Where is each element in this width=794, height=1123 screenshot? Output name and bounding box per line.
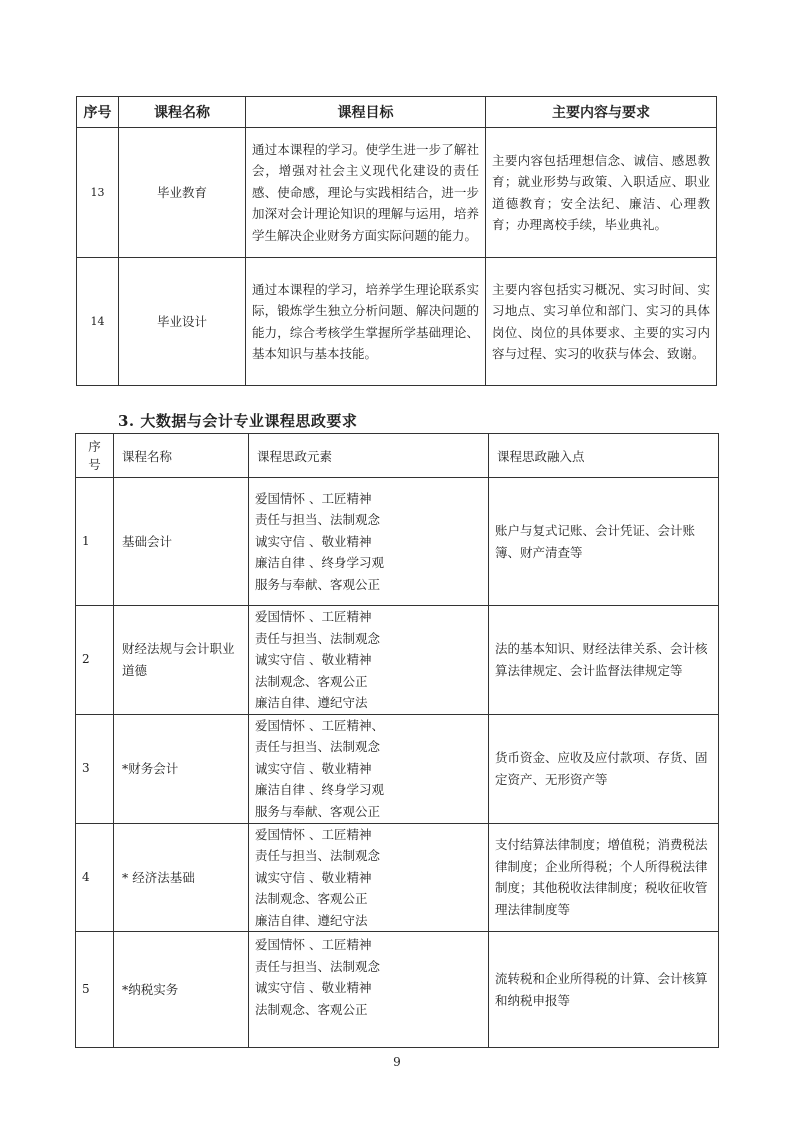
element-line: 爱国情怀 、工匠精神 [255, 937, 372, 952]
row-seq: 5 [76, 932, 114, 1048]
header-seq-text: 序号 [88, 438, 101, 472]
element-line: 诚实守信 、敬业精神 [255, 869, 372, 885]
element-line: 诚实守信 、敬业精神 [255, 760, 372, 776]
element-line: 诚实守信 、敬业精神 [255, 652, 372, 667]
page-number: 9 [393, 1055, 401, 1069]
element-line: 责任与担当、法制观念 [255, 512, 381, 528]
element-line: 爱国情怀 、工匠精神 [255, 609, 372, 624]
row-elements [249, 606, 489, 715]
table-row [77, 258, 717, 386]
row-seq: 1 [76, 478, 114, 606]
row-course-name: *纳税实务 [114, 932, 249, 1048]
header-elements: 课程思政元素 [249, 434, 489, 478]
element-line: 法制观念、客观公正 [255, 673, 368, 689]
header-integration-points: 课程思政融入点 [489, 434, 719, 478]
row-elements [249, 823, 489, 932]
element-line: 责任与担当、法制观念 [255, 630, 381, 646]
row-content: 主要内容包括实习概况、实习时间、实习地点、实习单位和部门、实习的具体岗位、岗位的具体要求、主要的实习内容与过程、实习的收获与体会、致谢。 [486, 258, 717, 386]
row-course-name: 财经法规与会计职业道德 [114, 606, 249, 715]
row-course-name: * 经济法基础 [114, 823, 249, 932]
table-row [77, 128, 717, 258]
row-elements [249, 714, 489, 823]
element-line: 爱国情怀 、工匠精神 [255, 490, 372, 506]
row-course-goal: 通过本课程的学习，培养学生理论联系实际，锻炼学生独立分析问题、解决问题的能力，综合考核学生掌握所学基础理论、基本知识与基本技能。 [246, 258, 486, 386]
course-objectives-table [76, 96, 717, 386]
row-content: 主要内容包括理想信念、诚信、感恩教育；就业形势与政策、入职适应、职业道德教育；安全法纪、廉洁、心理教育；办理离校手续，毕业典礼。 [486, 128, 717, 258]
row-course-goal: 通过本课程的学习。使学生进一步了解社会，增强对社会主义现代化建设的责任感、使命感，理论与实践相结合，进一步加深对会计理论知识的理解与运用，培养学生解决企业财务方面实际问题的能力。 [246, 128, 486, 258]
table-header-row [76, 434, 719, 478]
element-line: 廉洁自律 、终身学习观 [255, 782, 384, 798]
table-row [76, 606, 719, 715]
element-line: 廉洁自律 、终身学习观 [255, 555, 384, 571]
element-line: 责任与担当、法制观念 [255, 848, 381, 863]
element-line: 诚实守信 、敬业精神 [255, 980, 372, 995]
row-seq: 13 [77, 128, 119, 258]
row-course-name: 毕业教育 [119, 128, 246, 258]
header-content: 主要内容与要求 [486, 97, 717, 128]
header-course-name: 课程名称 [119, 97, 246, 128]
header-seq [76, 434, 114, 478]
element-line: 法制观念、客观公正 [255, 891, 368, 906]
row-integration-points: 支付结算法律制度；增值税；消费税法律制度；企业所得税；个人所得税法律制度；其他税收法律制度；税收征收管理法律制度等 [489, 823, 719, 932]
row-elements [249, 478, 489, 606]
table-header-row [77, 97, 717, 128]
row-integration-points: 法的基本知识、财经法律关系、会计核算法律规定、会计监督法律规定等 [489, 606, 719, 715]
table-row [76, 823, 719, 932]
row-seq: 4 [76, 823, 114, 932]
element-line: 服务与奉献、客观公正 [255, 803, 381, 819]
row-seq: 2 [76, 606, 114, 715]
row-elements [249, 932, 489, 1048]
element-line: 廉洁自律、遵纪守法 [255, 912, 368, 928]
table-row [76, 478, 719, 606]
ideological-requirements-table [75, 433, 719, 1048]
row-integration-points: 货币资金、应收及应付款项、存货、固定资产、无形资产等 [489, 714, 719, 823]
element-line: 廉洁自律、遵纪守法 [255, 695, 368, 710]
element-line: 责任与担当、法制观念 [255, 739, 381, 755]
element-line: 法制观念、客观公正 [255, 1001, 368, 1017]
table-row [76, 714, 719, 823]
row-course-name: 毕业设计 [119, 258, 246, 386]
element-line: 服务与奉献、客观公正 [255, 576, 381, 592]
table-row [76, 932, 719, 1048]
header-seq: 序号 [77, 97, 119, 128]
row-integration-points: 流转税和企业所得税的计算、会计核算和纳税申报等 [489, 932, 719, 1048]
row-seq: 14 [77, 258, 119, 386]
row-course-name: *财务会计 [114, 714, 249, 823]
section-title: 3. 大数据与会计专业课程思政要求 [118, 412, 358, 430]
element-line: 诚实守信 、敬业精神 [255, 533, 372, 549]
row-integration-points: 账户与复式记账、会计凭证、会计账簿、财产清查等 [489, 478, 719, 606]
element-line: 爱国情怀 、工匠精神、 [255, 717, 384, 733]
row-seq: 3 [76, 714, 114, 823]
element-line: 责任与担当、法制观念 [255, 958, 381, 974]
row-course-name: 基础会计 [114, 478, 249, 606]
header-course-name: 课程名称 [114, 434, 249, 478]
element-line: 爱国情怀 、工匠精神 [255, 826, 372, 842]
header-course-goal: 课程目标 [246, 97, 486, 128]
